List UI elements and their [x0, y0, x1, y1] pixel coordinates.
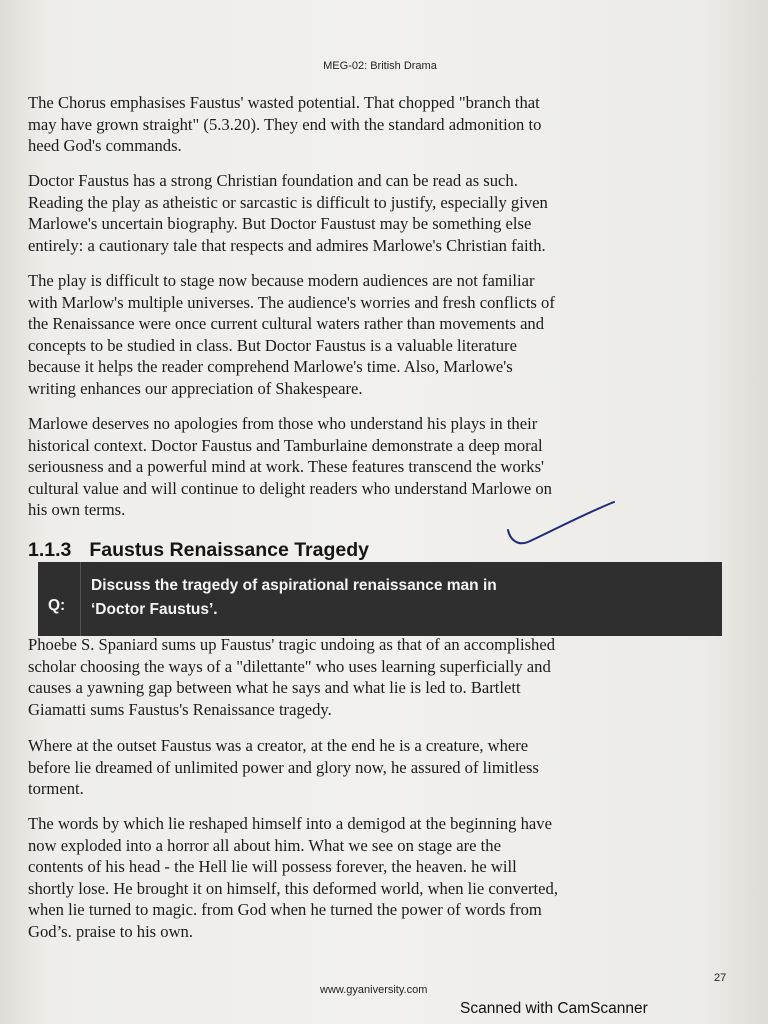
question-label: Q:: [48, 597, 66, 614]
text-line: ‘Doctor Faustus’.: [91, 601, 218, 618]
text-line: Where at the outset Faustus was a creator, at the end he is a creature, where: [28, 736, 529, 755]
text-line: writing enhances our appreciation of Shakespeare.: [28, 378, 363, 398]
footer-url: www.gyaniversity.com: [320, 984, 428, 996]
text-line: causes a yawning gap between what he says and what lie is led to. Bartlett: [28, 678, 521, 697]
text-line: concepts to be studied in class. But Doctor Faustus is a valuable literature: [28, 335, 517, 355]
text-line: historical context. Doctor Faustus and Tamburlaine demonstrate a deep moral: [28, 435, 543, 455]
text-line: Phoebe S. Spaniard sums up Faustus' tragic undoing as that of an accomplished: [28, 635, 555, 654]
text-line: scholar choosing the ways of a "dilettante" who uses learning superficially and: [28, 656, 551, 676]
text-line: The play is difficult to stage now because modern audiences are not familiar: [28, 271, 535, 290]
text-line: God’s. praise to his own.: [28, 921, 194, 941]
paragraph-staging: [28, 270, 713, 399]
text-line: may have grown straight" (5.3.20). They end with the standard admonition to: [28, 114, 542, 134]
text-line: seriousness and a powerful mind at work. These features transcend the works': [28, 457, 545, 476]
section-number: 1.1.3: [28, 539, 72, 561]
scanner-watermark: Scanned with CamScanner: [460, 1000, 648, 1017]
text-line: The words by which lie reshaped himself into a demigod at the beginning have: [28, 814, 552, 833]
question-box: [38, 562, 722, 636]
text-line: because it helps the reader comprehend Marlowe's time. Also, Marlowe's: [28, 357, 513, 376]
text-line: with Marlow's multiple universes. The audience's worries and fresh conflicts of: [28, 292, 555, 312]
text-line: Doctor Faustus has a strong Christian foundation and can be read as such.: [28, 171, 518, 190]
text-line: the Renaissance were once current cultural waters rather than movements and: [28, 314, 545, 333]
text-line: Reading the play as atheistic or sarcastic is difficult to justify, especially given: [28, 192, 548, 212]
paragraph-chorus: [28, 92, 713, 157]
text-line: Marlowe deserves no apologies from those who understand his plays in their: [28, 414, 538, 433]
answer-paragraph-creator: [28, 735, 713, 800]
section-title-text: Faustus Renaissance Tragedy: [89, 539, 369, 561]
text-line: shortly lose. He brought it on himself, this deformed world, when lie converted,: [28, 878, 558, 898]
section-heading: [28, 539, 369, 562]
pen-checkmark-icon: [504, 496, 620, 548]
running-header: MEG-02: British Drama: [323, 60, 437, 72]
text-line: The Chorus emphasises Faustus' wasted potential. That chopped "branch that: [28, 93, 540, 112]
answer-paragraph-spaniard: [28, 634, 713, 720]
text-line: when lie turned to magic. from God when he turned the power of words from: [28, 900, 542, 919]
text-line: torment.: [28, 779, 84, 798]
text-line: entirely: a cautionary tale that respects and admires Marlowe's Christian faith.: [28, 235, 546, 255]
question-divider: [80, 562, 81, 636]
text-line: contents of his head - the Hell lie will possess forever, the heaven. he will: [28, 857, 517, 876]
question-text: [91, 574, 497, 622]
text-line: cultural value and will continue to delight readers who understand Marlowe on: [28, 478, 552, 498]
text-line: before lie dreamed of unlimited power and glory now, he assured of limitless: [28, 757, 539, 777]
page-number: 27: [714, 972, 727, 984]
text-line: his own terms.: [28, 500, 126, 519]
text-line: Giamatti sums Faustus's Renaissance tragedy.: [28, 699, 332, 719]
text-line: Marlowe's uncertain biography. But Doctor Faustust may be something else: [28, 214, 532, 233]
answer-paragraph-demigod: [28, 813, 713, 942]
text-line: now exploded into a horror all about him. What we see on stage are the: [28, 835, 501, 855]
text-line: heed God's commands.: [28, 136, 182, 155]
paragraph-christian-foundation: [28, 170, 713, 256]
text-line: Discuss the tragedy of aspirational renaissance man in: [91, 577, 497, 594]
